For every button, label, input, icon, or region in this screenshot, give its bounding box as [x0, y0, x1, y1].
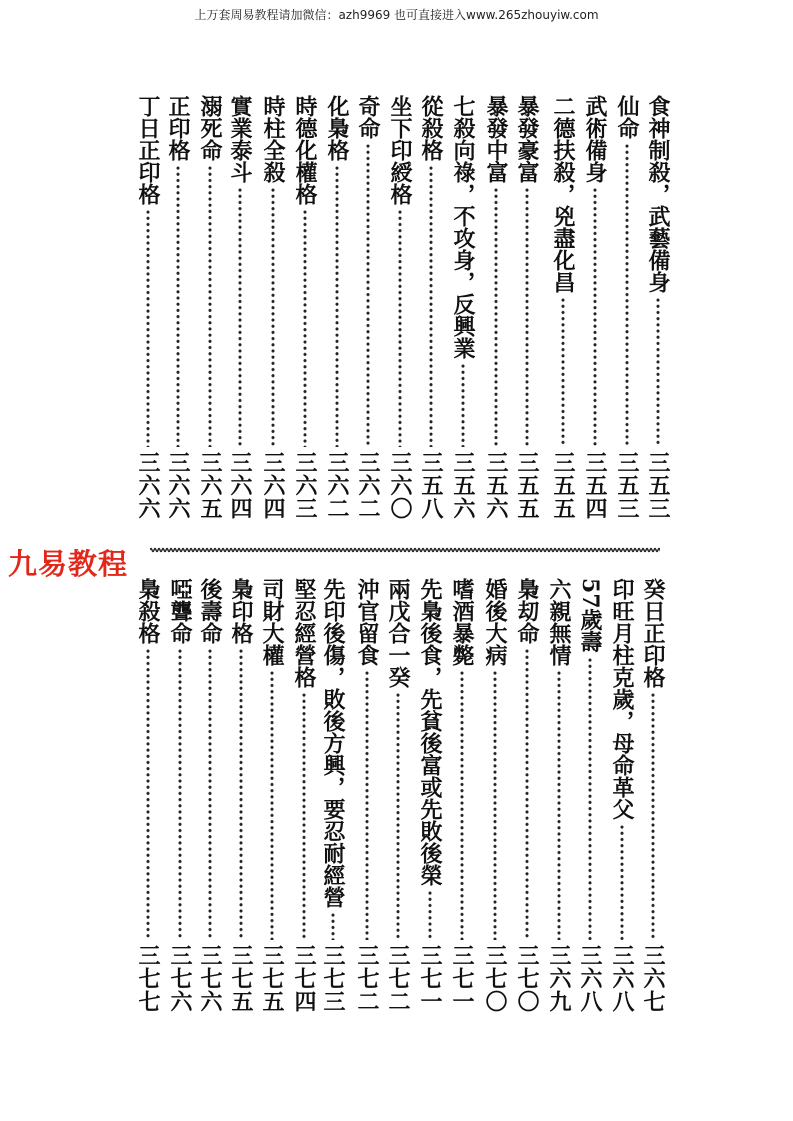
- toc-entry-page: 三五八: [418, 451, 444, 520]
- toc-entry: [548, 95, 578, 520]
- toc-entry: [165, 578, 195, 1013]
- toc-entry: [481, 95, 511, 520]
- toc-entry: [133, 95, 163, 520]
- toc-entry-title: 梟殺格: [135, 578, 161, 644]
- dot-leader: [352, 670, 382, 940]
- toc-entry: [318, 578, 348, 1013]
- toc-entry: [575, 578, 605, 1013]
- toc-entry-title: 從殺格: [418, 95, 444, 161]
- toc-entry-title: 癸日正印格: [640, 578, 666, 688]
- toc-entry-title: 先梟後食，先貧後富或先敗後榮: [417, 578, 443, 886]
- toc-entry-page: 三六四: [227, 451, 253, 520]
- toc-entry-title: 奇命: [355, 95, 381, 139]
- dot-leader: [226, 648, 256, 940]
- toc-entry-title: 坐下印綬格: [387, 95, 413, 205]
- dot-leader: [322, 165, 352, 447]
- dot-leader: [195, 648, 225, 940]
- toc-entry-page: 三七六: [167, 944, 193, 1013]
- toc-entry-title: 司財大權: [259, 578, 285, 666]
- toc-entry-page: 三七一: [449, 944, 475, 1013]
- toc-entry-page: 三六二: [324, 451, 350, 520]
- dot-leader: [544, 670, 574, 940]
- toc-entry-page: 三七七: [135, 944, 161, 1013]
- toc-entry-title: 暴發中富: [483, 95, 509, 183]
- toc-entry-page: 三五六: [483, 451, 509, 520]
- toc-entry-page: 三六六: [165, 451, 191, 520]
- toc-entry: [580, 95, 610, 520]
- toc-entry: [290, 95, 320, 520]
- toc-entry-title: 仙命: [614, 95, 640, 139]
- toc-entry-page: 三六二: [355, 451, 381, 520]
- dot-leader: [318, 912, 348, 940]
- watermark-header: 上万套周易教程请加微信：azh9969 也可直接进入www.265zhouyiw.com: [194, 8, 599, 22]
- toc-entry-title: 嗜酒暴斃: [449, 578, 475, 666]
- brand-logo: 九易教程: [8, 547, 129, 581]
- toc-entry-title: 啞聾命: [167, 578, 193, 644]
- toc-entry-page: 三七四: [291, 944, 317, 1013]
- toc-entry-title: 暴發豪富: [514, 95, 540, 183]
- toc-entry-page: 三七二: [354, 944, 380, 1013]
- toc-entry-page: 三七〇: [514, 944, 540, 1013]
- dot-leader: [257, 670, 287, 940]
- dot-leader: [580, 187, 610, 447]
- dot-leader: [195, 165, 225, 447]
- toc-entry-page: 三七五: [259, 944, 285, 1013]
- toc-entry-page: 三六五: [197, 451, 223, 520]
- toc-entry-page: 三七六: [197, 944, 223, 1013]
- toc-entry-title: 後壽命: [197, 578, 223, 644]
- dot-leader: [225, 187, 255, 447]
- dot-leader: [612, 143, 642, 447]
- toc-entry-title: 七殺向祿，不攻身，反興業: [450, 95, 476, 359]
- dot-leader: [353, 143, 383, 447]
- toc-entry-page: 三五六: [450, 451, 476, 520]
- toc-entry-title: 先印後傷，敗後方興，要忍耐經營: [320, 578, 346, 908]
- toc-entry-title: 正印格: [165, 95, 191, 161]
- toc-entry: [225, 95, 255, 520]
- dot-leader: [447, 670, 477, 940]
- toc-entry-page: 三六九: [546, 944, 572, 1013]
- toc-entry-title: 堅忍經營格: [291, 578, 317, 688]
- toc-entry-title: 食神制殺，武藝備身: [645, 95, 671, 293]
- wavy-divider: [150, 547, 660, 553]
- dot-leader: [165, 648, 195, 940]
- toc-entry: [607, 578, 637, 1013]
- toc-entry: [544, 578, 574, 1013]
- toc-entry: [415, 578, 445, 1013]
- toc-entry-page: 三七三: [320, 944, 346, 1013]
- toc-entry: [448, 95, 478, 520]
- toc-entry-title: 沖官留食: [354, 578, 380, 666]
- dot-leader: [416, 165, 446, 447]
- toc-entry: [612, 95, 642, 520]
- dot-leader: [133, 648, 163, 940]
- toc-entry-page: 三六四: [260, 451, 286, 520]
- toc-entry-page: 三五四: [582, 451, 608, 520]
- toc-entry-page: 三六八: [577, 944, 603, 1013]
- dot-leader: [575, 657, 605, 940]
- toc-entry: [416, 95, 446, 520]
- toc-entry-page: 三五三: [645, 451, 671, 520]
- toc-entry-page: 三五三: [614, 451, 640, 520]
- toc-entry-title: 武術備身: [582, 95, 608, 183]
- dot-leader: [512, 187, 542, 447]
- toc-entry-title: 兩戊合一癸: [385, 578, 411, 688]
- toc-entry-page: 三六〇: [387, 451, 413, 520]
- toc-entry-page: 三七五: [228, 944, 254, 1013]
- toc-entry-title: 57歲壽: [577, 578, 603, 653]
- toc-entry: [353, 95, 383, 520]
- toc-entry-title: 實業泰斗: [227, 95, 253, 183]
- toc-entry-page: 三六八: [609, 944, 635, 1013]
- toc-entry: [133, 578, 163, 1013]
- dot-leader: [448, 363, 478, 447]
- toc-entry-title: 梟刧命: [514, 578, 540, 644]
- toc-entry: [257, 578, 287, 1013]
- toc-entry: [385, 95, 415, 520]
- toc-entry-title: 二德扶殺，兇盡化昌: [550, 95, 576, 293]
- toc-entry-page: 三七二: [385, 944, 411, 1013]
- toc-entry: [322, 95, 352, 520]
- toc-entry: [195, 95, 225, 520]
- toc-entry: [163, 95, 193, 520]
- toc-entry-title: 丁日正印格: [135, 95, 161, 205]
- toc-entry: [447, 578, 477, 1013]
- toc-entry: [195, 578, 225, 1013]
- dot-leader: [163, 165, 193, 447]
- toc-entry: [352, 578, 382, 1013]
- toc-entry: [512, 95, 542, 520]
- toc-entry-page: 三五五: [550, 451, 576, 520]
- dot-leader: [512, 648, 542, 940]
- toc-entry: [226, 578, 256, 1013]
- toc-entry-page: 三六六: [135, 451, 161, 520]
- toc-entry-title: 六親無情: [546, 578, 572, 666]
- toc-entry-page: 三六七: [640, 944, 666, 1013]
- toc-entry-page: 三七一: [417, 944, 443, 1013]
- toc-entry-page: 三五五: [514, 451, 540, 520]
- dot-leader: [385, 209, 415, 447]
- toc-entry-page: 三七〇: [482, 944, 508, 1013]
- toc-entry: [258, 95, 288, 520]
- toc-entry: [289, 578, 319, 1013]
- toc-entry-title: 化梟格: [324, 95, 350, 161]
- toc-entry-title: 溺死命: [197, 95, 223, 161]
- toc-entry-page: 三六三: [292, 451, 318, 520]
- dot-leader: [415, 890, 445, 940]
- dot-leader: [383, 692, 413, 940]
- toc-entry: [638, 578, 668, 1013]
- toc-entry-title: 婚後大病: [482, 578, 508, 666]
- toc-entry: [512, 578, 542, 1013]
- toc-entry-title: 印旺月柱克歲，母命革父: [609, 578, 635, 820]
- dot-leader: [290, 209, 320, 447]
- toc-entry: [643, 95, 673, 520]
- dot-leader: [258, 187, 288, 447]
- dot-leader: [638, 692, 668, 940]
- dot-leader: [607, 824, 637, 940]
- dot-leader: [548, 297, 578, 447]
- dot-leader: [289, 692, 319, 940]
- toc-entry-title: 時德化權格: [292, 95, 318, 205]
- toc-entry-title: 時柱全殺: [260, 95, 286, 183]
- dot-leader: [643, 297, 673, 447]
- toc-entry: [480, 578, 510, 1013]
- toc-entry-title: 梟印格: [228, 578, 254, 644]
- dot-leader: [133, 209, 163, 447]
- dot-leader: [480, 670, 510, 940]
- dot-leader: [481, 187, 511, 447]
- toc-entry: [383, 578, 413, 1013]
